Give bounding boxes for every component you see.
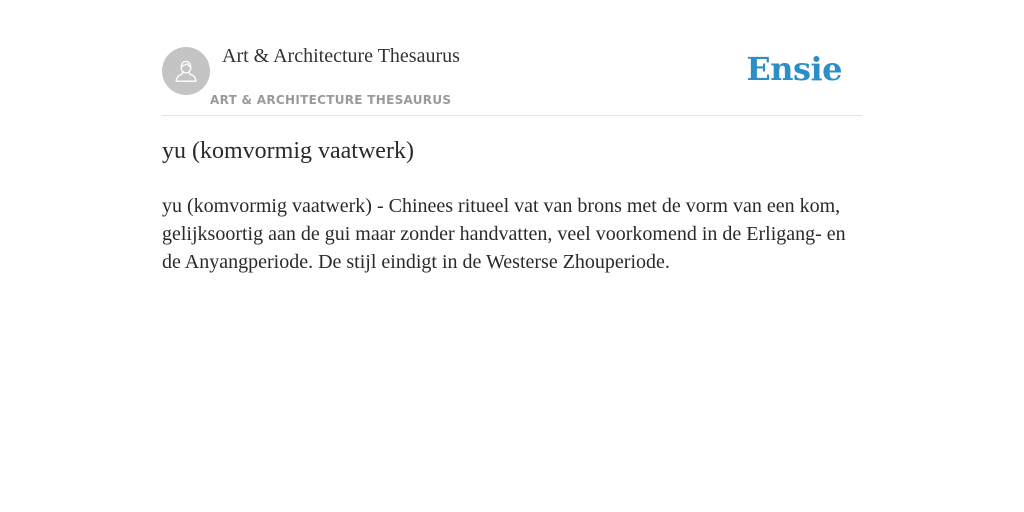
- source-tag-link[interactable]: ART & ARCHITECTURE THESAURUS: [210, 93, 452, 107]
- user-silhouette-icon: [171, 56, 201, 86]
- ensie-logo[interactable]: Ensie: [746, 50, 842, 88]
- entry-definition: yu (komvormig vaatwerk) - Chinees ritueel vat van brons met de vorm van een kom, gelijksoortig aan de gui maar zonder handvatten, veel voorkomend in de Erligang- en de Anyangperiode. De stijl eindigt in de Westerse Zhouperiode.: [162, 195, 846, 273]
- source-avatar[interactable]: [162, 47, 210, 95]
- source-header: [162, 40, 862, 116]
- entry-title: yu (komvormig vaatwerk): [162, 138, 414, 164]
- source-name[interactable]: Art & Architecture Thesaurus: [222, 45, 460, 67]
